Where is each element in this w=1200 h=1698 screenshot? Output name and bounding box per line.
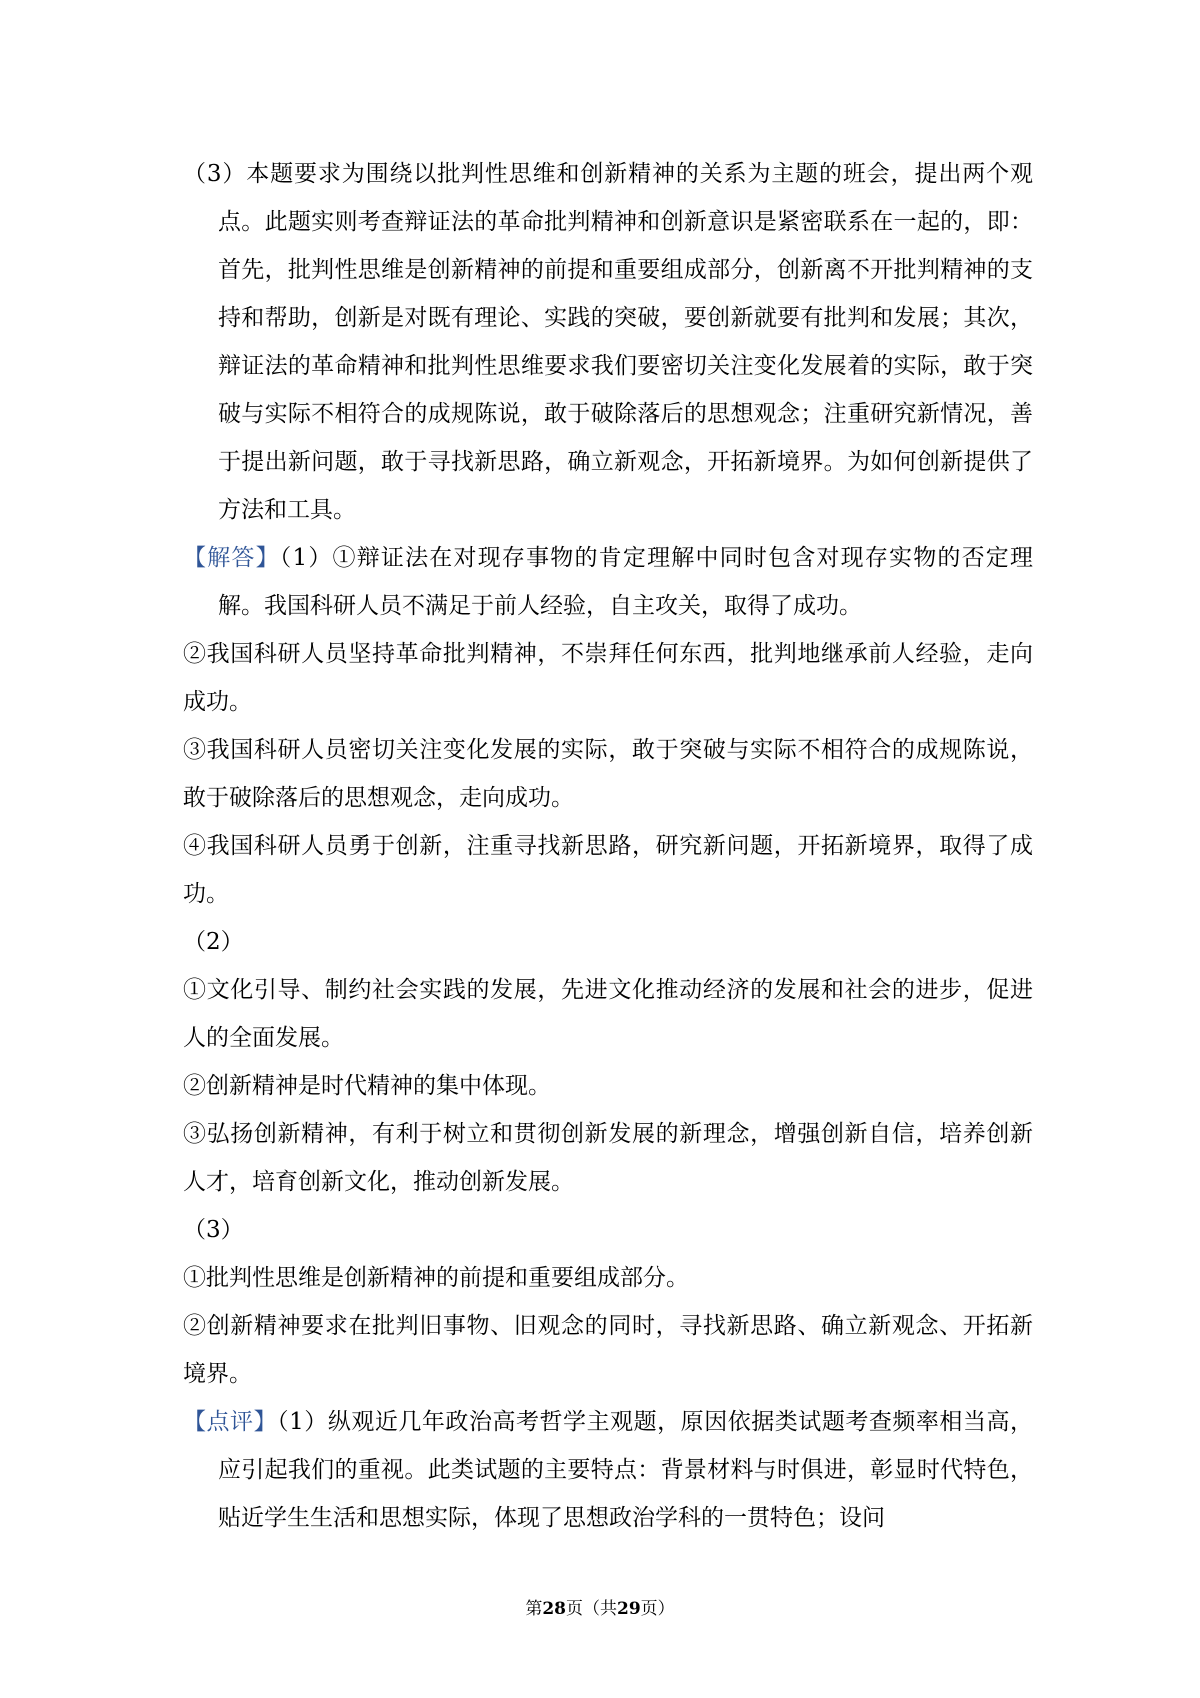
paragraph-text: （1）①辩证法在对现存事物的肯定理解中同时包含对现存实物的否定理解。我国科研人员不满足于前人经验，自主攻关，取得了成功。: [218, 545, 1034, 619]
paragraph-answer-2-heading: [183, 918, 1033, 966]
paragraph-text: （3）: [183, 1217, 244, 1243]
document-body: [183, 150, 1033, 1542]
footer-prefix: 第: [525, 1599, 543, 1619]
paragraph-answer-3-1: [183, 1254, 1033, 1302]
footer-suffix: 页）: [640, 1599, 675, 1619]
paragraph-text: ②创新精神要求在批判旧事物、旧观念的同时，寻找新思路、确立新观念、开拓新境界。: [183, 1313, 1033, 1387]
paragraph-text: ③弘扬创新精神，有利于树立和贯彻创新发展的新理念，增强创新自信，培养创新人才，培育创新文化，推动创新发展。: [183, 1121, 1033, 1195]
paragraph-answer-2-1: [183, 966, 1033, 1062]
paragraph-answer-1-3: [183, 726, 1033, 822]
footer-middle: 页（共: [566, 1599, 617, 1619]
paragraph-text: ①文化引导、制约社会实践的发展，先进文化推动经济的发展和社会的进步，促进人的全面发展。: [183, 977, 1033, 1051]
paragraph-text: （3）本题要求为围绕以批判性思维和创新精神的关系为主题的班会，提出两个观点。此题实则考查辩证法的革命批判精神和创新意识是紧密联系在一起的，即：首先，批判性思维是创新精神的前提和重要组成部分，创新离不开批判精神的支持和帮助，创新是对既有理论、实践的突破，要创新就要有批判和发展；其次，辩证法的革命精神和批判性思维要求我们要密切关注变化发展着的实际，敢于突破与实际不相符合的成规陈说，敢于破除落后的思想观念；注重研究新情况，善于提出新问题，敢于寻找新思路，确立新观念，开拓新境界。为如何创新提供了方法和工具。: [183, 161, 1033, 523]
paragraph-text: ①批判性思维是创新精神的前提和重要组成部分。: [183, 1265, 689, 1291]
paragraph-answer-3-2: [183, 1302, 1033, 1398]
paragraph-answer-2-3: [183, 1110, 1033, 1206]
paragraph-comment: [183, 1398, 1033, 1542]
paragraph-answer-1: [183, 534, 1033, 630]
paragraph-analysis-3: [183, 150, 1033, 534]
footer-page-number: 28: [542, 1599, 566, 1619]
paragraph-text: ④我国科研人员勇于创新，注重寻找新思路，研究新问题，开拓新境界，取得了成功。: [183, 833, 1033, 907]
paragraph-answer-1-4: [183, 822, 1033, 918]
paragraph-text: ②我国科研人员坚持革命批判精神，不崇拜任何东西，批判地继承前人经验，走向成功。: [183, 641, 1033, 715]
paragraph-answer-3-heading: [183, 1206, 1033, 1254]
paragraph-answer-1-2: [183, 630, 1033, 726]
paragraph-text: （2）: [183, 929, 244, 955]
answer-tag: 【解答】: [183, 545, 280, 571]
paragraph-answer-2-2: [183, 1062, 1033, 1110]
paragraph-text: ③我国科研人员密切关注变化发展的实际，敢于突破与实际不相符合的成规陈说，敢于破除落后的思想观念，走向成功。: [183, 737, 1033, 811]
comment-tag: 【点评】: [183, 1409, 278, 1435]
page-footer: [0, 1594, 1200, 1619]
paragraph-text: （1）纵观近几年政治高考哲学主观题，原因依据类试题考查频率相当高，应引起我们的重视。此类试题的主要特点：背景材料与时俱进，彰显时代特色，贴近学生生活和思想实际，体现了思想政治学科的一贯特色；设问: [218, 1409, 1034, 1531]
footer-total-pages: 29: [617, 1599, 641, 1619]
paragraph-text: ②创新精神是时代精神的集中体现。: [183, 1073, 551, 1099]
